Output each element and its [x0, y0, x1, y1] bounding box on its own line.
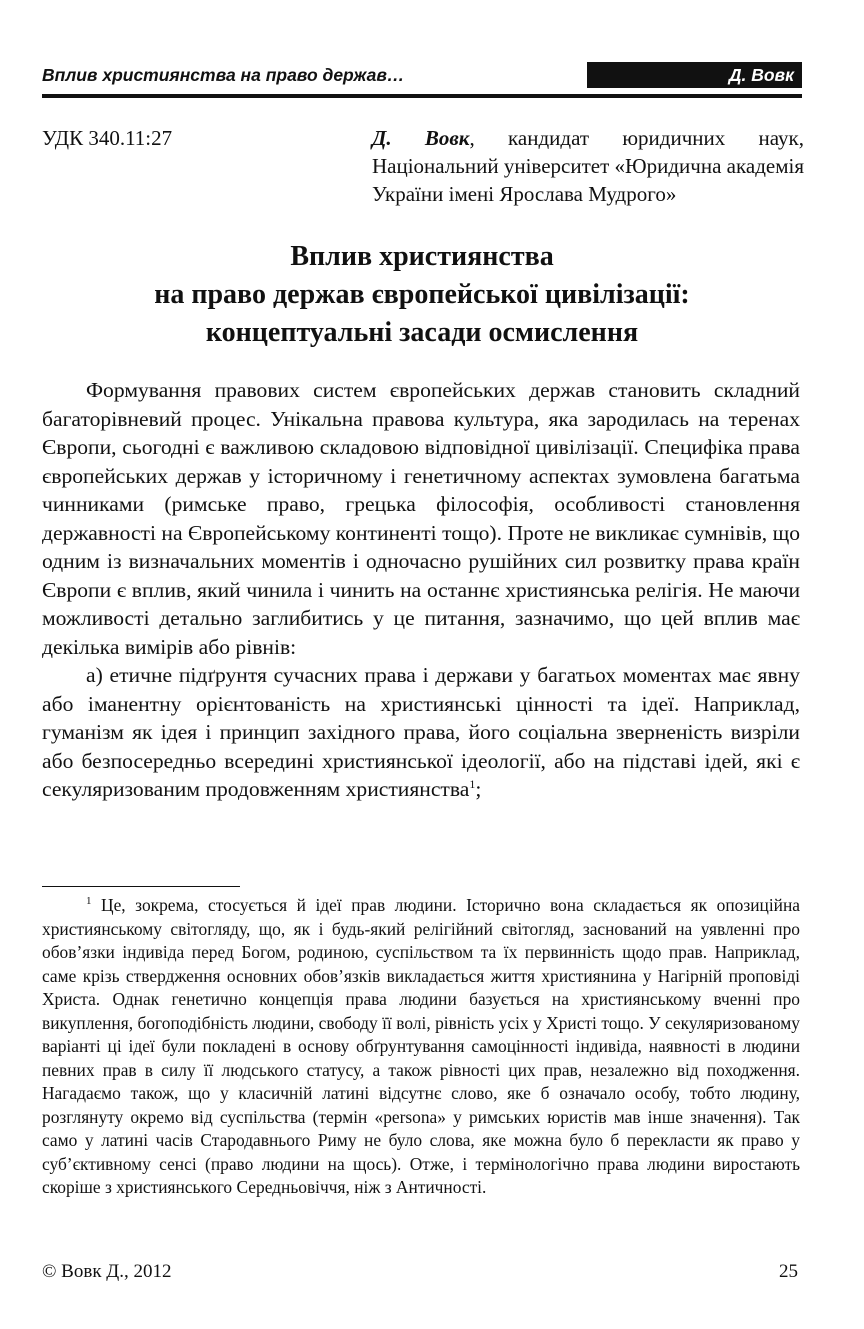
paragraph-2	[42, 661, 800, 804]
author-affiliation	[372, 124, 804, 208]
footnote-rule	[42, 886, 240, 887]
footnote	[42, 894, 800, 1200]
udk-code: УДК 340.11:27	[42, 126, 173, 150]
footnote-mark: 1	[86, 895, 92, 908]
paragraph-1: Формування правових систем європейських держав становить складний багаторівневий процес. Унікальна правова культура, яка зародилась на теренах Європи, сьогодні є важливою складовою відповідної цивілізації. Специфіка права європейських держав у історичному і генетичному аспектах зумовлена багатьма чинниками (римське право, грецька філософія, особливості становлення державності на Європейському континенті тощо). Проте не викликає сумнівів, що одним із визначальних моментів і одночасно рушійних сил розвитку права країн Європи є вплив, який чинила і чинить на останнє християнська релігія. Не маючи можливості детально заглибитись у це питання, зазначимо, що цей вплив має декілька вимірів або рівнів:	[42, 378, 800, 659]
title-line-1: Вплив християнства	[290, 241, 554, 272]
running-author: Д. Вовк	[587, 62, 802, 88]
footnote-text: Це, зокрема, стосується й ідеї прав людини. Історично вона складається як опозиційна християнському світогляду, що, як і будь-який релігійний світогляд, заснований на уявленні про обов’язки індивіда перед Богом, родиною, суспільством та їх первинність щодо прав. Наприклад, саме крізь ствердження основних обов’язків викладається життя християнина у Нагірній проповіді Христа. Однак генетично концепція права людини базується на християнському вченні про викуплення, богоподібність людини, свободу її волі, рівність усіх у Христі тощо. У секуляризованому варіанті ці ідеї були покладені в основу обґрунтування самоцінності індивіда, наявності в людини певних прав в силу її людського статусу, а також рівності цих прав, незалежно від походження. Нагадаємо також, що у класичній латині відсутнє слово, яке б означало особу, тобто людину, розглянуту окремо від суспільства (термін «persona» у римських юристів мав інше значення). Так само у латині часів Стародавнього Риму не було слова, яке можна було б перекласти як право у суб’єктивному сенсі (право людини на щось). Отже, і термінологічно права людини виростають скоріше з християнського Середньовіччя, ніж з Античності.	[42, 895, 800, 1197]
header-rule	[42, 94, 802, 98]
affiliation-text: , кандидат юридичних наук, Національний університет «Юридична академія України імені Ярослава Мудрого»	[372, 126, 804, 206]
running-title: Вплив християнства на право держав…	[42, 65, 405, 85]
title-line-2: на право держав європейської цивілізації:	[154, 279, 690, 310]
paragraph-2-text: а) етичне підґрунтя сучасних права і держави у багатьох моментах має явну або іманентну орієнтованість на християнські цінності та ідеї. Наприклад, гуманізм як ідея і принцип західного права, його соціальна зверненість визріли або безпосередньо всередині християнської ідеології, або на підставі ідей, які є секуляризованим продовженням християнства	[42, 663, 800, 801]
article-title	[42, 238, 802, 352]
page-number: 25	[779, 1261, 798, 1282]
paragraph-2-end: ;	[475, 777, 482, 801]
title-line-3: концептуальні засади осмислення	[205, 317, 639, 348]
running-header	[42, 62, 802, 88]
article-body	[42, 376, 800, 804]
author-name: Д. Вовк	[372, 126, 470, 150]
footnote-reference[interactable]: 1	[469, 776, 476, 791]
copyright: © Вовк Д., 2012	[42, 1261, 172, 1282]
